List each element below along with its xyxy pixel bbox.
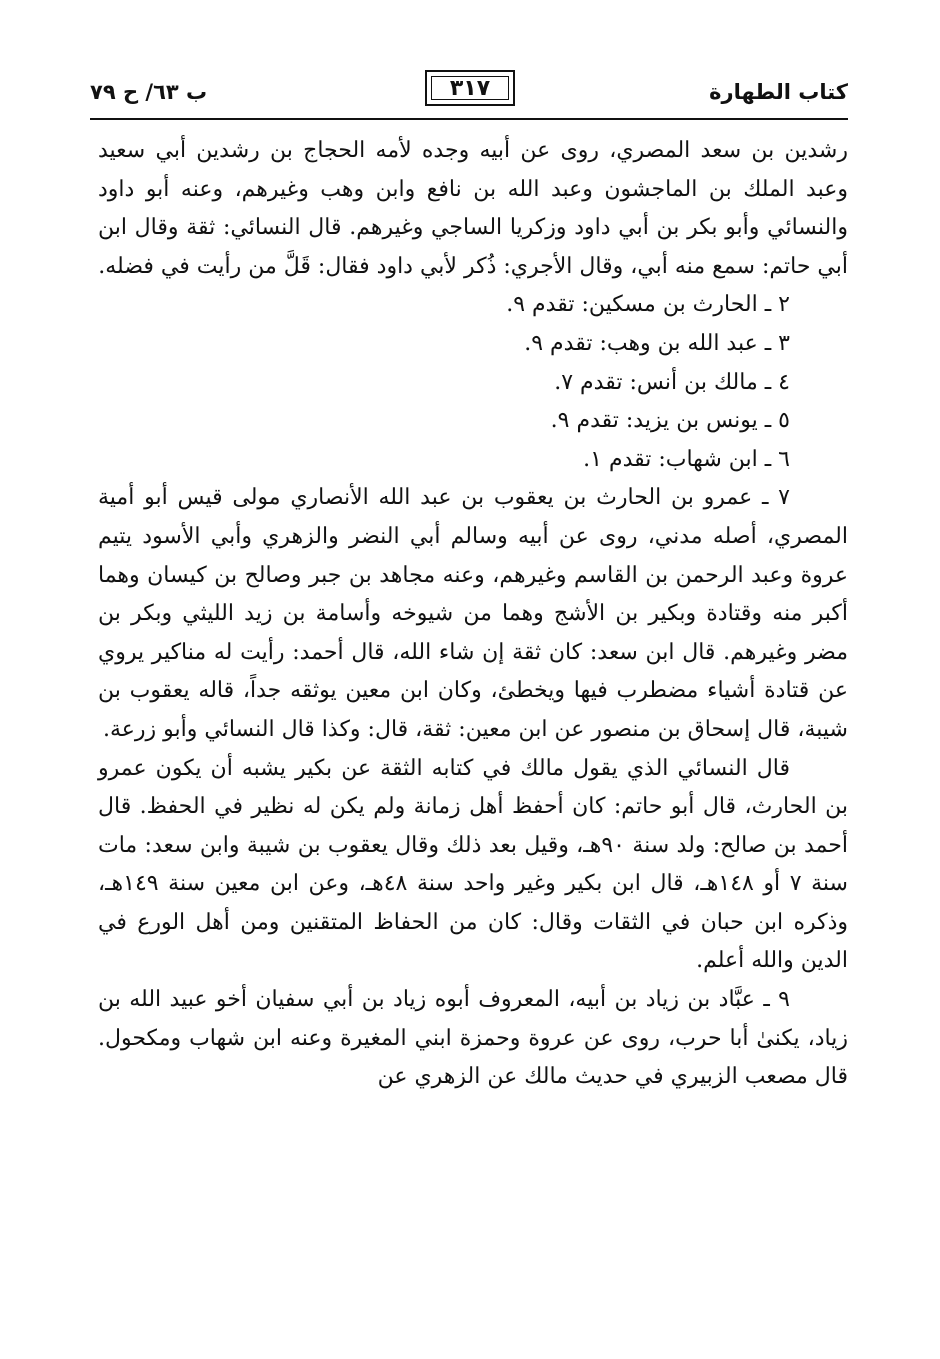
header-rule: [90, 118, 848, 120]
list-item: ٦ ـ ابن شهاب: تقدم ١.: [583, 446, 790, 472]
page-number: ٣١٧: [449, 75, 491, 101]
body-text: [98, 132, 848, 1097]
paragraph: قال النسائي الذي يقول مالك في كتابه الثقة عن بكير يشبه أن يكون عمرو بن الحارث، قال أبو حاتم: كان أحفظ أهل زمانة ولم يكن له نظير في الحفظ. قال أحمد بن صالح: ولد سنة ٩٠هـ، وقيل بعد ذلك وقال يعقوب بن شيبة وابن سعد: مات سنة ٧ أو ١٤٨هـ، قال ابن بكير وغير واحد سنة ٤٨هـ، وعن ابن معين سنة ١٤٩هـ، وذكره ابن حبان في الثقات وقال: كان من الحفاظ المتقنين ومن أهل الورع في الدين والله أعلم.: [98, 755, 848, 974]
list-item: ٣ ـ عبد الله بن وهب: تقدم ٩.: [524, 330, 790, 356]
list-item: ٥ ـ يونس بن يزيد: تقدم ٩.: [550, 408, 790, 434]
list-item: ٤ ـ مالك بن أنس: تقدم ٧.: [554, 369, 790, 395]
chapter-reference: ب ٦٣/ ح ٧٩: [90, 80, 208, 104]
paragraph: رشدين بن سعد المصري، روى عن أبيه وجده لأمه الحجاج بن رشدين أبي سعيد وعبد الملك بن الماجشون وعبد الله بن نافع وابن وهب وغيرهم، وعنه أبو داود والنسائي وأبو بكر بن أبي داود وزكريا الساجي وغيرهم. قال النسائي: ثقة وقال ابن أبي حاتم: سمع منه أبي، وقال الأجري: ذُكر لأبي داود فقال: قَلَّ من رأيت في فضله.: [98, 138, 848, 279]
list-item: ٢ ـ الحارث بن مسكين: تقدم ٩.: [506, 292, 790, 318]
paragraph: ٩ ـ عبَّاد بن زياد بن أبيه، المعروف أبوه زياد بن أبي سفيان أخو عبيد الله بن زياد، يكنىٰ أبا حرب، روى عن عروة وحمزة ابني المغيرة وعنه ابن شهاب ومكحول. قال مصعب الزبيري في حديث مالك عن الزهري عن: [98, 987, 848, 1090]
page-header: [90, 68, 848, 118]
book-title: كتاب الطهارة: [709, 80, 848, 104]
paragraph: ٧ ـ عمرو بن الحارث بن يعقوب بن عبد الله الأنصاري مولى قيس أبو أمية المصري، أصله مدني، روى عن أبيه وسالم أبي النضر والزهري وأبي الأسود يتيم عروة وعبد الرحمن بن القاسم وغيرهم، وعنه مجاهد بن جبر وصالح بن كيسان وهما أكبر منه وقتادة وبكير بن الأشج وهما من شيوخه وأسامة بن زيد الليثي وبكر بن مضر وغيرهم. قال ابن سعد: كان ثقة إن شاء الله، قال أحمد: رأيت له مناكير يروي عن قتادة أشياء مضطرب فيها ويخطئ، وكان ابن معين يوثقه جداً، قاله يعقوب بن شيبة، قال إسحاق بن منصور عن ابن معين: ثقة، قال: وكذا قال النسائي وأبو زرعة.: [98, 485, 848, 742]
page-number-box: [425, 70, 515, 106]
